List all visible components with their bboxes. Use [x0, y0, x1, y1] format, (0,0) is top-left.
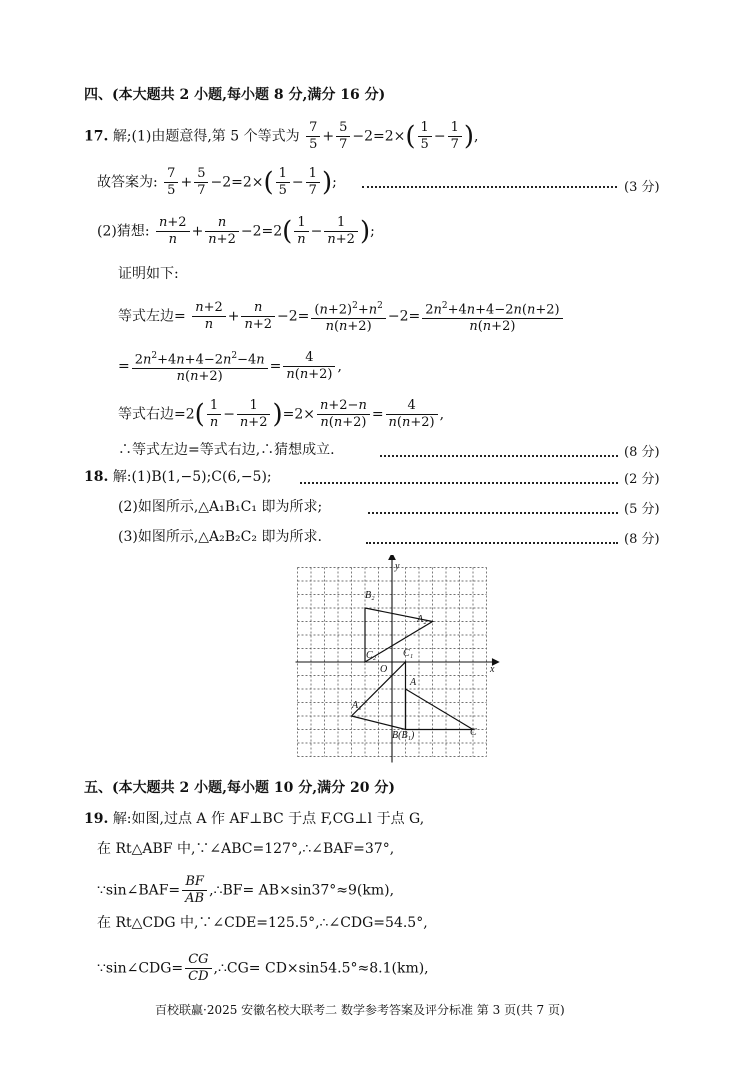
q19-line2: 在 Rt△ABF 中,∵∠ABC=127°,∴∠BAF=37°, — [97, 841, 395, 857]
q17-left-line2: = $\frac{2n^2+4n+4-2n^2-4n}{n(n+2)}$ = $\frac{4}{n(n+2)}$ , — [118, 348, 342, 385]
x-axis-label: x — [490, 664, 495, 675]
q18-part2: (2)如图所示,△A₁B₁C₁ 即为所求; — [118, 499, 323, 515]
point-label-C2: C₂ — [366, 650, 377, 661]
q17-answer-line: 故答案为: $\frac{7}{5}$ + $\frac{5}{7}$ −2=2×( $\frac{1}{5}$ − $\frac{1}{7}$ ); — [97, 166, 337, 198]
q17-left-line: 等式左边= $\frac{n+2}{n}$ + $\frac{n}{n+2}$ −2= $\frac{(n+2)^2+n^2}{n(n+2)}$ −2= $\frac{2n^2+4n+4-2n(n+2)}{n(n+2)}$ — [118, 298, 565, 335]
q18-score2: (5 分) — [624, 502, 660, 517]
q17-part2-line: (2)猜想: $\frac{n+2}{n}$ + $\frac{n}{n+2}$ −2=2( $\frac{1}{n}$ − $\frac{1}{n+2}$ ); — [97, 215, 375, 247]
point-label-A2: A₂ — [417, 614, 427, 625]
point-label-C: C — [470, 727, 477, 738]
point-label-B2: B₂ — [365, 590, 375, 601]
page-footer: 百校联赢·2025 安徽名校大联考二 数学参考答案及评分标准 第 3 页(共 7 页) — [155, 1003, 565, 1017]
q17-proof-intro: 证明如下: — [118, 266, 179, 282]
dot-leader — [380, 455, 618, 457]
q18-score3: (8 分) — [624, 532, 660, 547]
q17-part2-prefix: (2)猜想: — [97, 223, 150, 240]
q19-line1-text: 解:如图,过点 A 作 AF⊥BC 于点 F,CG⊥l 于点 G, — [112, 811, 425, 827]
q19-line3: ∵sin∠BAF= $\frac{BF}{AB}$ ,∴BF= AB×sin37°≈9(km), — [97, 874, 395, 906]
q18-line1 — [84, 468, 272, 486]
q19-line5-suffix: ,∴CG= CD×sin54.5°≈8.1(km), — [213, 960, 429, 977]
q17-part1-text: 解;(1)由题意得,第 5 个等式为 — [112, 128, 300, 145]
section5-heading: 五、(本大题共 2 小题,每小题 10 分,满分 20 分) — [84, 780, 395, 796]
q19-line1 — [84, 810, 424, 828]
dot-leader — [300, 482, 618, 484]
dot-leader — [362, 186, 617, 188]
section4-heading: 四、(本大题共 2 小题,每小题 8 分,满分 16 分) — [84, 87, 386, 103]
point-label-B: B(B₁) — [392, 730, 415, 741]
q17-left-prefix: 等式左边= — [118, 308, 186, 325]
q19-line5-prefix: ∵sin∠CDG= — [97, 960, 184, 977]
point-label-A: A — [410, 677, 417, 688]
q17-right-line: 等式右边=2( $\frac{1}{n}$ − $\frac{1}{n+2}$ )=2× $\frac{n+2-n}{n(n+2)}$ = $\frac{4}{n(n+2)}$ , — [118, 398, 445, 430]
q17-conclusion: ∴等式左边=等式右边,∴猜想成立. — [118, 442, 335, 458]
q19-line3-prefix: ∵sin∠BAF= — [97, 882, 181, 899]
q17-line1: 17. 解;(1)由题意得,第 5 个等式为 $\frac{7}{5}$ + $\frac{5}{7}$ −2=2×( $\frac{1}{5}$ − $\frac{1}{7}$ ), — [84, 120, 479, 152]
q19-number: 19. — [84, 811, 109, 827]
q18-score1: (2 分) — [624, 472, 660, 487]
q19-line3-suffix: ,∴BF= AB×sin37°≈9(km), — [209, 882, 395, 899]
origin-label: O — [380, 664, 388, 675]
q17-answer-prefix: 故答案为: — [97, 174, 158, 191]
point-label-A1: A₁ — [352, 700, 362, 711]
q17-number: 17. — [84, 128, 109, 145]
q18-part1: 解:(1)B(1,−5);C(6,−5); — [112, 469, 272, 485]
q17-score1: (3 分) — [624, 180, 660, 195]
q17-right-prefix: 等式右边= — [118, 406, 186, 423]
q19-line5: ∵sin∠CDG= $\frac{CG}{CD}$ ,∴CG= CD×sin54.5°≈8.1(km), — [97, 952, 429, 984]
dot-leader — [368, 512, 618, 514]
dot-leader — [366, 542, 618, 544]
q17-score2: (8 分) — [624, 445, 660, 460]
point-label-C1: C₁ — [403, 648, 414, 659]
y-axis-arrow — [389, 555, 395, 560]
q18-part3: (3)如图所示,△A₂B₂C₂ 即为所求. — [118, 529, 322, 545]
triangle-ABC — [406, 689, 474, 730]
triangles — [352, 608, 474, 730]
q18-number: 18. — [84, 469, 109, 485]
q19-line4: 在 Rt△CDG 中,∵∠CDE=125.5°,∴∠CDG=54.5°, — [97, 915, 428, 931]
y-axis-label: y — [395, 561, 400, 572]
coordinate-grid-figure — [290, 555, 500, 765]
